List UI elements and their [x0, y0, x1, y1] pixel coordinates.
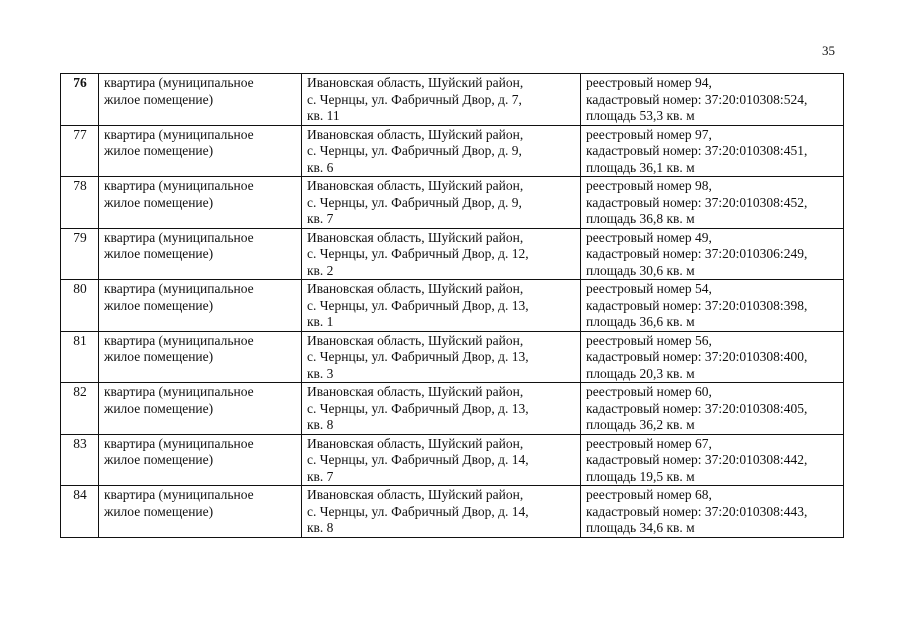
- table-row: [61, 383, 844, 435]
- registry-info-line: реестровый номер 49,: [586, 229, 712, 245]
- address-line: с. Чернцы, ул. Фабричный Двор, д. 13,: [307, 297, 529, 313]
- address-cell: [302, 331, 581, 383]
- address-line: Ивановская область, Шуйский район,: [307, 384, 524, 399]
- address-line: Ивановская область, Шуйский район,: [307, 178, 524, 193]
- registry-info-line: кадастровый номер: 37:20:010308:400,: [586, 349, 808, 364]
- address-line: кв. 6: [307, 159, 334, 175]
- registry-info-cell: [581, 280, 844, 332]
- registry-info-line: реестровый номер 56,: [586, 332, 712, 348]
- address-line: кв. 8: [307, 520, 334, 535]
- address-line: с. Чернцы, ул. Фабричный Двор, д. 13,: [307, 349, 529, 364]
- address-line: Ивановская область, Шуйский район,: [307, 435, 524, 451]
- row-number: 82: [61, 383, 99, 435]
- object-name-line: жилое помещение): [104, 246, 214, 261]
- object-name-line: квартира (муниципальное: [104, 332, 254, 348]
- registry-info-line: реестровый номер 68,: [586, 487, 712, 502]
- address-line: кв. 1: [307, 314, 334, 329]
- registry-info-cell: [581, 125, 844, 177]
- registry-info-line: кадастровый номер: 37:20:010308:443,: [586, 503, 808, 519]
- registry-info-line: площадь 36,1 кв. м: [586, 159, 695, 175]
- registry-info-line: площадь 36,8 кв. м: [586, 211, 695, 226]
- registry-info-line: площадь 34,6 кв. м: [586, 520, 695, 535]
- address-line: кв. 7: [307, 468, 334, 484]
- object-name-line: квартира (муниципальное: [104, 384, 254, 399]
- address-line: Ивановская область, Шуйский район,: [307, 75, 524, 90]
- address-line: кв. 8: [307, 417, 334, 432]
- object-name-line: жилое помещение): [104, 503, 214, 519]
- object-name-line: жилое помещение): [104, 194, 214, 210]
- property-registry-table: [60, 73, 844, 538]
- object-name-cell: [99, 280, 302, 332]
- object-name-line: квартира (муниципальное: [104, 75, 254, 90]
- registry-info-cell: [581, 331, 844, 383]
- table-body: [61, 74, 844, 538]
- table-row: [61, 280, 844, 332]
- registry-info-cell: [581, 383, 844, 435]
- address-line: Ивановская область, Шуйский район,: [307, 126, 524, 142]
- address-line: кв. 3: [307, 365, 334, 381]
- address-line: кв. 11: [307, 108, 340, 123]
- registry-info-line: кадастровый номер: 37:20:010306:249,: [586, 246, 808, 261]
- registry-info-line: кадастровый номер: 37:20:010308:451,: [586, 143, 808, 158]
- registry-info-line: кадастровый номер: 37:20:010308:524,: [586, 91, 808, 107]
- object-name-line: квартира (муниципальное: [104, 178, 254, 193]
- object-name-line: жилое помещение): [104, 297, 214, 313]
- address-line: Ивановская область, Шуйский район,: [307, 229, 524, 245]
- object-name-cell: [99, 125, 302, 177]
- table-row: [61, 125, 844, 177]
- address-cell: [302, 177, 581, 229]
- registry-info-line: реестровый номер 60,: [586, 384, 712, 399]
- registry-info-cell: [581, 74, 844, 126]
- object-name-line: жилое помещение): [104, 143, 214, 158]
- object-name-line: квартира (муниципальное: [104, 281, 254, 296]
- row-number: 83: [61, 434, 99, 486]
- registry-info-line: реестровый номер 98,: [586, 178, 712, 193]
- object-name-line: квартира (муниципальное: [104, 487, 254, 502]
- registry-info-line: кадастровый номер: 37:20:010308:398,: [586, 297, 808, 313]
- registry-info-line: кадастровый номер: 37:20:010308:405,: [586, 400, 808, 416]
- table-row: [61, 177, 844, 229]
- object-name-cell: [99, 486, 302, 538]
- address-line: Ивановская область, Шуйский район,: [307, 487, 524, 502]
- object-name-cell: [99, 228, 302, 280]
- address-cell: [302, 125, 581, 177]
- object-name-line: жилое помещение): [104, 452, 214, 467]
- address-line: с. Чернцы, ул. Фабричный Двор, д. 9,: [307, 143, 522, 158]
- row-number: 78: [61, 177, 99, 229]
- object-name-cell: [99, 74, 302, 126]
- registry-info-line: реестровый номер 94,: [586, 75, 712, 90]
- address-cell: [302, 74, 581, 126]
- registry-info-line: кадастровый номер: 37:20:010308:452,: [586, 194, 808, 210]
- registry-info-line: площадь 36,2 кв. м: [586, 417, 695, 432]
- object-name-line: квартира (муниципальное: [104, 229, 254, 245]
- address-line: с. Чернцы, ул. Фабричный Двор, д. 13,: [307, 400, 529, 416]
- object-name-line: жилое помещение): [104, 91, 214, 107]
- registry-info-cell: [581, 486, 844, 538]
- address-line: с. Чернцы, ул. Фабричный Двор, д. 12,: [307, 246, 529, 261]
- object-name-cell: [99, 177, 302, 229]
- registry-info-line: реестровый номер 67,: [586, 435, 712, 451]
- row-number: 79: [61, 228, 99, 280]
- registry-info-line: реестровый номер 97,: [586, 126, 712, 142]
- row-number: 76: [61, 74, 99, 126]
- registry-info-line: площадь 36,6 кв. м: [586, 314, 695, 329]
- row-number: 80: [61, 280, 99, 332]
- address-cell: [302, 434, 581, 486]
- object-name-line: квартира (муниципальное: [104, 126, 254, 142]
- row-number: 77: [61, 125, 99, 177]
- registry-info-line: площадь 30,6 кв. м: [586, 262, 695, 278]
- address-line: с. Чернцы, ул. Фабричный Двор, д. 9,: [307, 194, 522, 210]
- registry-info-line: реестровый номер 54,: [586, 281, 712, 296]
- registry-info-cell: [581, 434, 844, 486]
- object-name-line: квартира (муниципальное: [104, 435, 254, 451]
- address-line: с. Чернцы, ул. Фабричный Двор, д. 14,: [307, 503, 529, 519]
- row-number: 84: [61, 486, 99, 538]
- table-row: [61, 434, 844, 486]
- registry-info-line: площадь 53,3 кв. м: [586, 108, 695, 123]
- registry-info-cell: [581, 177, 844, 229]
- table-row: [61, 486, 844, 538]
- address-line: Ивановская область, Шуйский район,: [307, 281, 524, 296]
- address-line: с. Чернцы, ул. Фабричный Двор, д. 7,: [307, 91, 522, 107]
- registry-info-cell: [581, 228, 844, 280]
- object-name-cell: [99, 331, 302, 383]
- address-cell: [302, 280, 581, 332]
- table-row: [61, 74, 844, 126]
- object-name-cell: [99, 434, 302, 486]
- address-line: кв. 2: [307, 262, 334, 278]
- table-row: [61, 228, 844, 280]
- address-line: с. Чернцы, ул. Фабричный Двор, д. 14,: [307, 452, 529, 467]
- page-number: 35: [822, 43, 835, 58]
- registry-info-line: площадь 19,5 кв. м: [586, 468, 695, 484]
- object-name-line: жилое помещение): [104, 400, 214, 416]
- address-cell: [302, 383, 581, 435]
- registry-info-line: кадастровый номер: 37:20:010308:442,: [586, 452, 808, 467]
- row-number: 81: [61, 331, 99, 383]
- table-row: [61, 331, 844, 383]
- registry-info-line: площадь 20,3 кв. м: [586, 365, 695, 381]
- address-cell: [302, 486, 581, 538]
- object-name-cell: [99, 383, 302, 435]
- address-cell: [302, 228, 581, 280]
- address-line: Ивановская область, Шуйский район,: [307, 332, 524, 348]
- object-name-line: жилое помещение): [104, 349, 214, 364]
- address-line: кв. 7: [307, 211, 334, 226]
